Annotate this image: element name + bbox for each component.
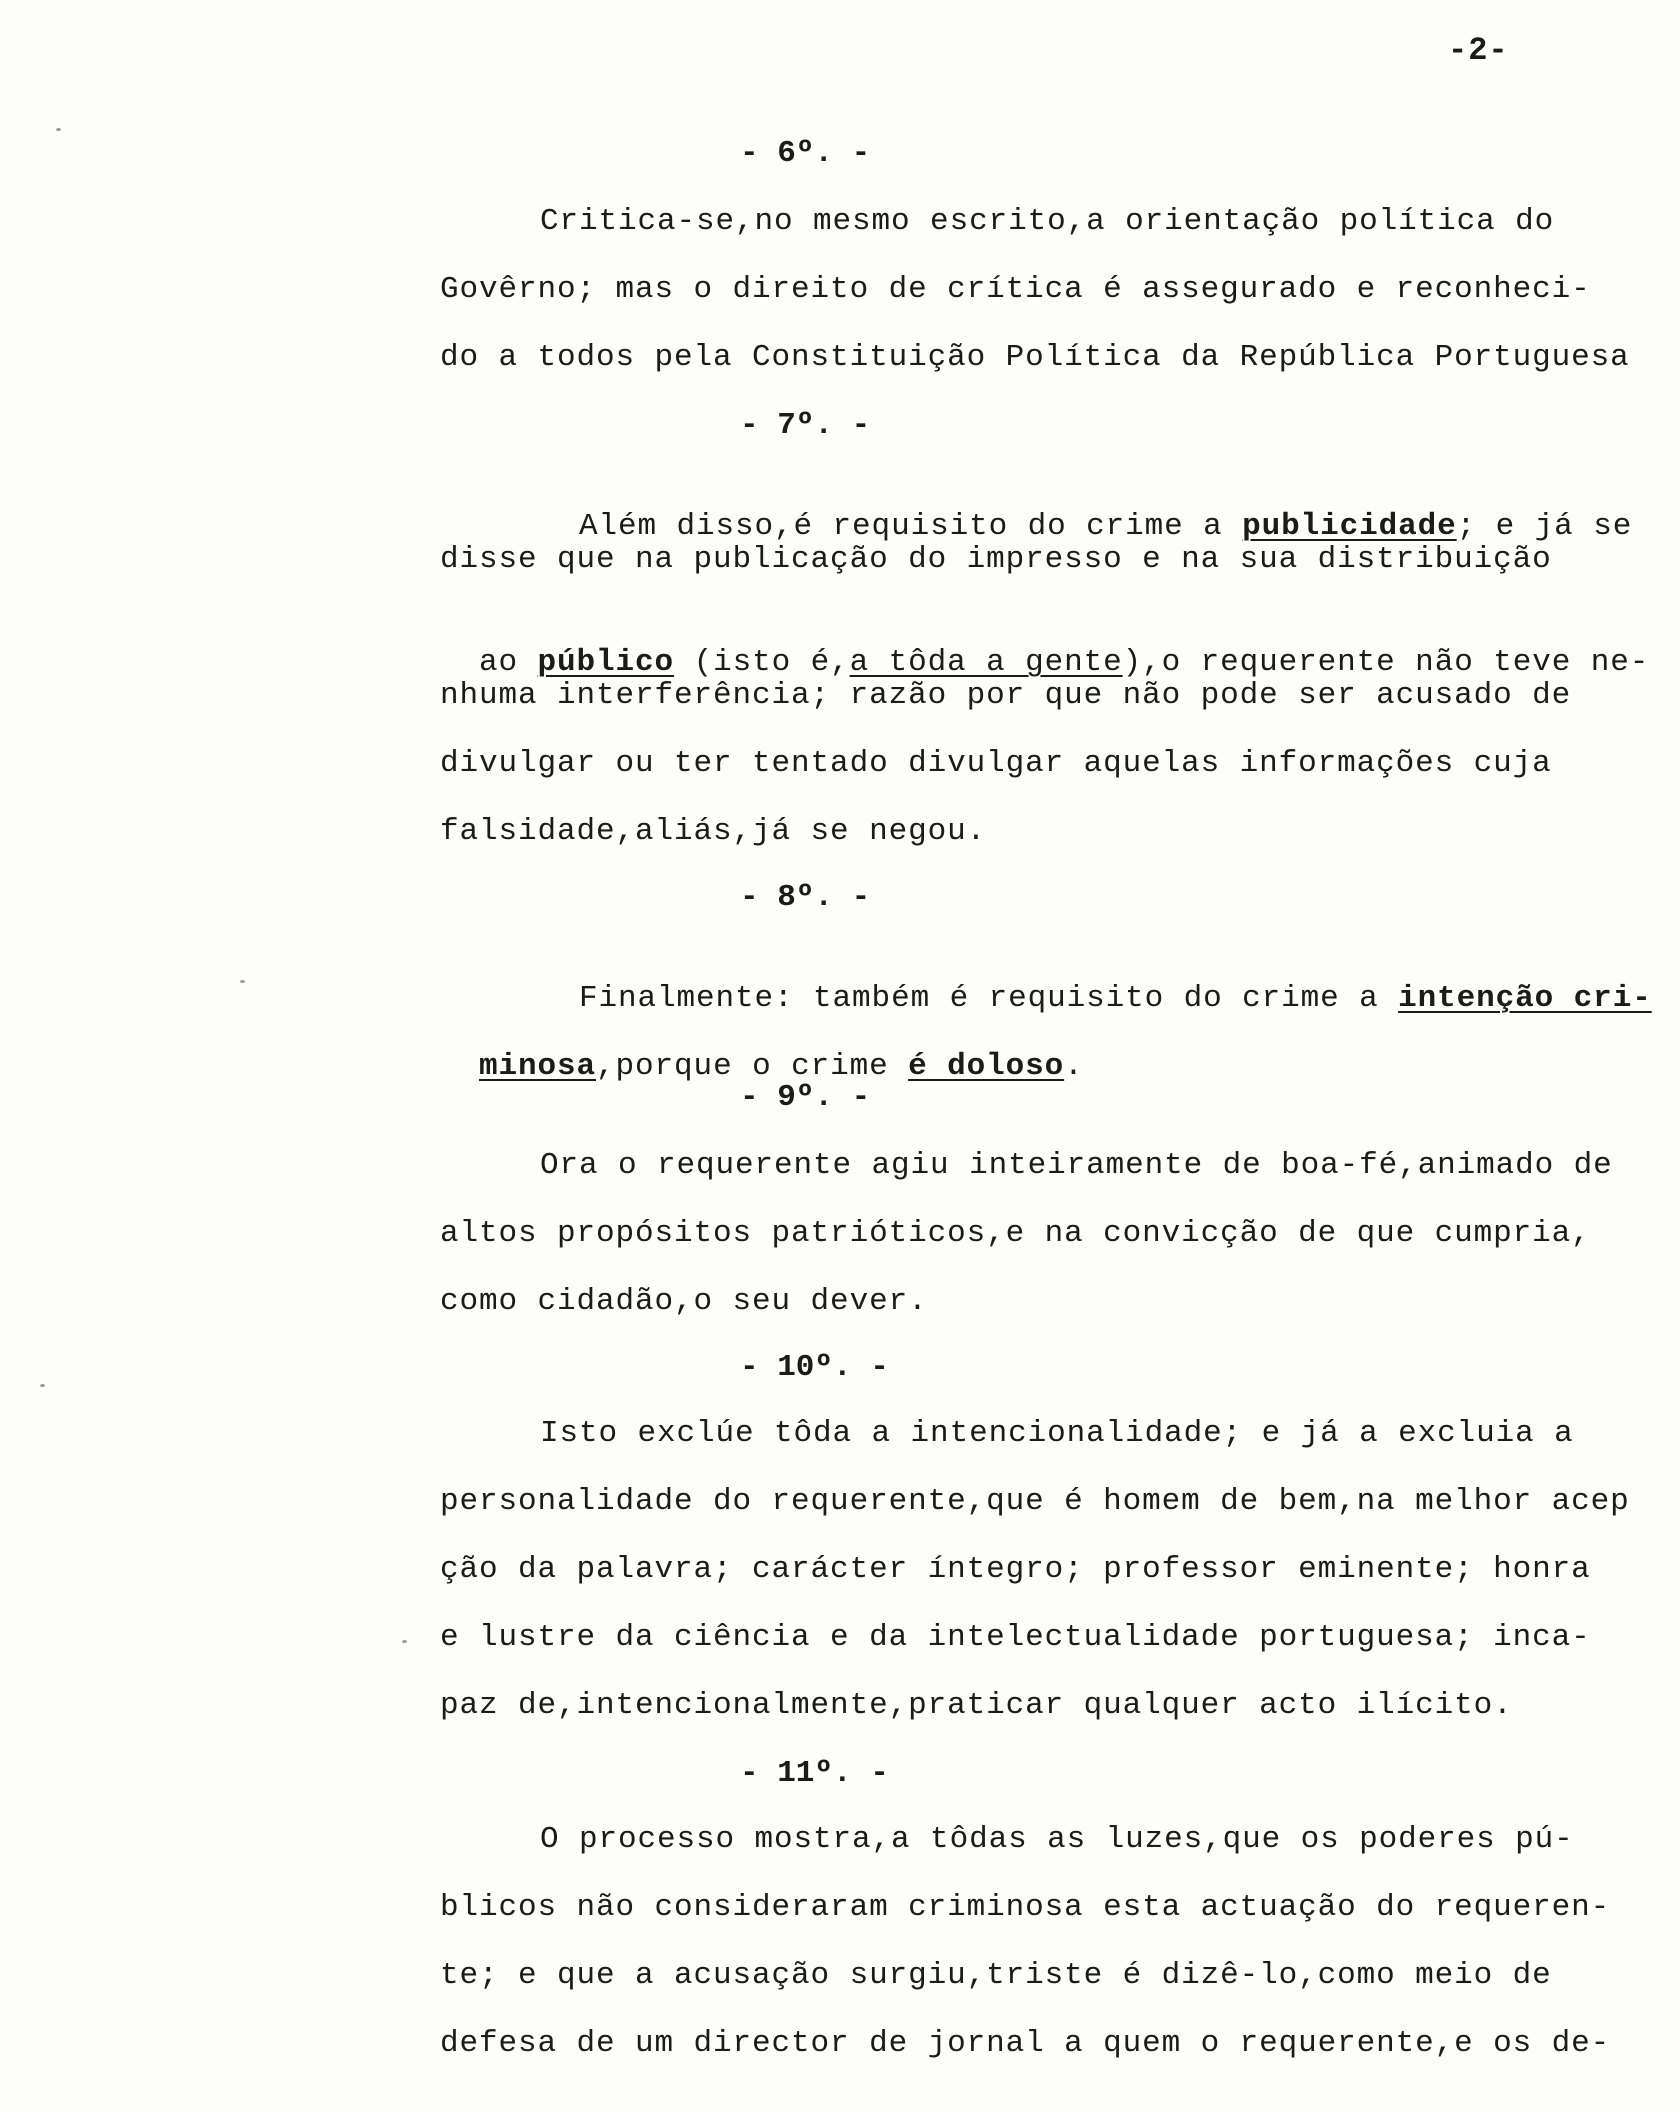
- article-8-line-2-d: .: [1064, 1049, 1084, 1084]
- article-number-8: - 8º. -: [740, 880, 871, 915]
- scan-speck: [402, 1640, 407, 1643]
- article-11-line-4: defesa de um director de jornal a quem o requerente,e os de-: [440, 2026, 1611, 2061]
- article-6-line-2: Govêrno; mas o direito de crítica é assegurado e reconheci-: [440, 272, 1591, 307]
- article-6-line-3: do a todos pela Constituição Política da República Portuguesa: [440, 340, 1630, 375]
- underlined-publico: público: [537, 645, 675, 680]
- article-7-line-3-a: ao: [479, 645, 538, 680]
- article-7-line-2: disse que na publicação do impresso e na sua distribuição: [440, 542, 1552, 577]
- article-8-line-1: [540, 946, 1652, 1016]
- article-number-7: - 7º. -: [740, 408, 871, 443]
- scan-speck: [40, 1384, 45, 1387]
- article-11-line-3: te; e que a acusação surgiu,triste é dizê-lo,como meio de: [440, 1958, 1552, 1993]
- article-10-line-2: personalidade do requerente,que é homem de bem,na melhor acep: [440, 1484, 1630, 1519]
- article-8-line-1-a: Finalmente: também é requisito do crime a: [579, 981, 1399, 1016]
- scan-speck: [240, 980, 245, 983]
- article-number-11: - 11º. -: [740, 1756, 889, 1791]
- article-11-line-2: blicos não consideraram criminosa esta actuação do requeren-: [440, 1890, 1611, 1925]
- article-8-line-2-b: ,porque o crime: [596, 1049, 909, 1084]
- underlined-a-toda-a-gente: a tôda a gente: [849, 645, 1123, 680]
- underlined-intencao-criminosa-1: intenção cri-: [1398, 981, 1652, 1016]
- scan-speck: [56, 128, 61, 131]
- article-7-line-1-c: ; e já se: [1456, 509, 1633, 544]
- article-10-line-5: paz de,intencionalmente,praticar qualquer acto ilícito.: [440, 1688, 1513, 1723]
- article-6-line-1: Critica-se,no mesmo escrito,a orientação política do: [540, 204, 1555, 239]
- article-7-line-1: [540, 474, 1632, 544]
- article-9-line-2: altos propósitos patrióticos,e na convicção de que cumpria,: [440, 1216, 1591, 1251]
- article-9-line-3: como cidadão,o seu dever.: [440, 1284, 928, 1319]
- article-7-line-5: divulgar ou ter tentado divulgar aquelas informações cuja: [440, 746, 1552, 781]
- article-7-line-3-e: ),o requerente não teve ne-: [1122, 645, 1650, 680]
- article-number-6: - 6º. -: [740, 136, 871, 171]
- article-number-10: - 10º. -: [740, 1350, 889, 1385]
- article-8-line-2: [440, 1014, 1084, 1084]
- article-number-9: - 9º. -: [740, 1080, 871, 1115]
- underlined-e-doloso: é doloso: [908, 1049, 1065, 1084]
- article-7-line-3: [440, 610, 1649, 680]
- article-7-line-1-a: Além disso,é requisito do crime a: [579, 509, 1243, 544]
- article-10-line-1: Isto exclúe tôda a intencionalidade; e já a excluia a: [540, 1416, 1574, 1451]
- article-11-line-1: O processo mostra,a tôdas as luzes,que os poderes pú-: [540, 1822, 1574, 1857]
- article-7-line-6: falsidade,aliás,já se negou.: [440, 814, 987, 849]
- article-10-line-3: ção da palavra; carácter íntegro; professor eminente; honra: [440, 1552, 1591, 1587]
- article-7-line-3-c: (isto é,: [674, 645, 850, 680]
- article-9-line-1: Ora o requerente agiu inteiramente de boa-fé,animado de: [540, 1148, 1613, 1183]
- underlined-publicidade: publicidade: [1242, 509, 1457, 544]
- article-7-line-4: nhuma interferência; razão por que não pode ser acusado de: [440, 678, 1572, 713]
- article-10-line-4: e lustre da ciência e da intelectualidade portuguesa; inca-: [440, 1620, 1591, 1655]
- underlined-intencao-criminosa-2: minosa: [479, 1049, 597, 1084]
- page-number: -2-: [1448, 32, 1509, 69]
